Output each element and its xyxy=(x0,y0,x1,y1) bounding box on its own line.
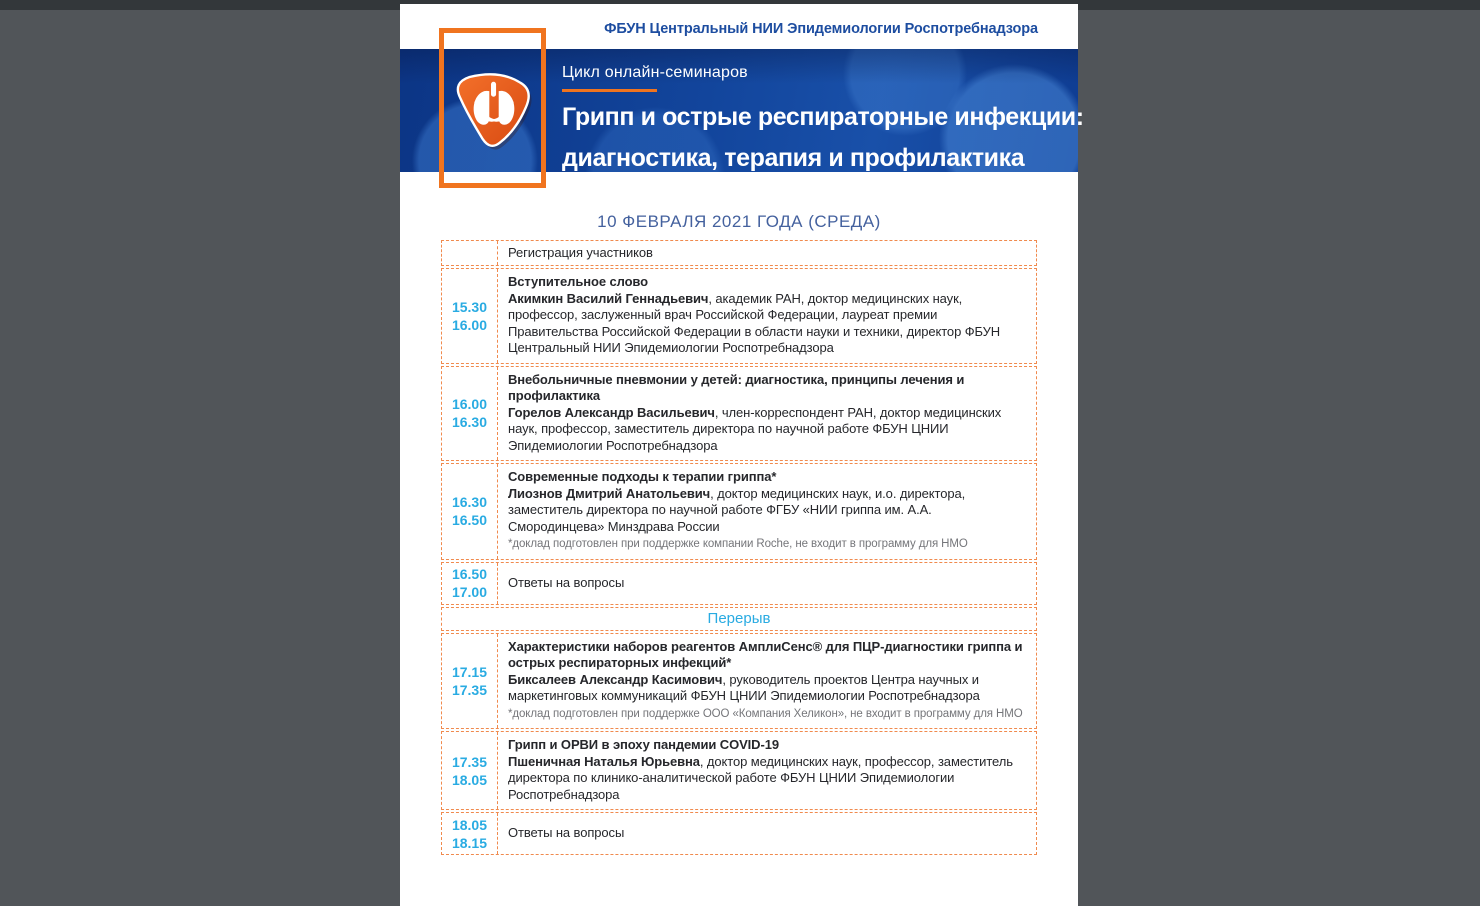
schedule-row-opening xyxy=(441,268,1037,364)
schedule-row-registration xyxy=(441,240,1037,266)
session-title: Грипп и ОРВИ в эпоху пандемии COVID-19 xyxy=(508,737,779,752)
time-cell xyxy=(442,464,498,559)
speaker-credentials: , доктор медицинских наук, профессор, заместитель директора по клинико-аналитической работе ФБУН ЦНИИ Эпидемиологии Роспотребнадзора xyxy=(508,753,1013,802)
session-content xyxy=(498,269,1036,363)
session-content xyxy=(498,732,1036,809)
session-note: *доклад подготовлен при поддержке компании Roche, не входит в программу для НМО xyxy=(508,538,968,550)
speaker-credentials: , руководитель проектов Центра научных и маркетинговых коммуникаций ФБУН ЦНИИ Эпидемиологии Роспотребнадзора xyxy=(508,671,980,703)
session-description xyxy=(508,486,1030,536)
session-text: Ответы на вопросы xyxy=(508,825,625,841)
banner-title-line2: диагностика, терапия и профилактика xyxy=(562,144,1025,172)
session-content xyxy=(498,563,1036,604)
session-content xyxy=(498,367,1036,461)
session-title: Современные подходы к терапии гриппа* xyxy=(508,469,777,484)
speaker-name: Биксалеев Александр Касимович xyxy=(508,671,723,687)
schedule-table xyxy=(441,240,1037,857)
time-cell xyxy=(442,732,498,809)
time-cell xyxy=(442,367,498,461)
session-description xyxy=(508,405,1030,455)
session-content xyxy=(498,241,1036,265)
break-row xyxy=(441,607,1037,631)
time-start: 16.30 xyxy=(451,494,488,511)
session-text: Ответы на вопросы xyxy=(508,574,625,590)
schedule-row-pcr xyxy=(441,633,1037,730)
time-end: 17.35 xyxy=(451,681,488,698)
break-label: Перерыв xyxy=(707,610,771,627)
schedule-row-questions-1 xyxy=(441,562,1037,605)
time-cell xyxy=(442,813,498,854)
schedule-row-therapy xyxy=(441,463,1037,560)
document-page xyxy=(400,4,1084,906)
date-heading: 10 ФЕВРАЛЯ 2021 ГОДА (СРЕДА) xyxy=(597,212,881,231)
series-underline xyxy=(562,89,657,92)
schedule-row-pneumonia xyxy=(441,366,1037,462)
schedule-row-questions-2 xyxy=(441,812,1037,855)
time-cell xyxy=(442,634,498,729)
speaker-credentials: , академик РАН, доктор медицинских наук, профессор, заслуженный врач Российской Федерации, лауреат премии Правительства Российской Федерации в области науки и техники, директор ФБУН Центральный НИИ Эпидемиологии Роспотребнадзора xyxy=(508,290,1001,355)
series-label: Цикл онлайн-семинаров xyxy=(562,64,748,81)
time-end: 18.15 xyxy=(451,834,488,851)
speaker-credentials: , доктор медицинских наук, и.о. директора, заместитель директора по научной работе ФГБУ «НИИ гриппа им. А.А. Смородинцева» Минздрава России xyxy=(508,485,966,534)
time-end: 16.00 xyxy=(451,316,488,333)
session-content xyxy=(498,813,1036,854)
session-content xyxy=(498,464,1036,559)
time-start: 16.50 xyxy=(451,566,488,582)
speaker-name: Пшеничная Наталья Юрьевна xyxy=(508,753,700,769)
session-text: Регистрация участников xyxy=(508,244,653,260)
lungs-icon xyxy=(447,61,541,157)
schedule-row-covid xyxy=(441,731,1037,810)
session-title: Вступительное слово xyxy=(508,274,648,289)
session-note: *доклад подготовлен при поддержке ООО «Компания Хеликон», не входит в программу для НМО xyxy=(508,707,1023,720)
time-start: 18.05 xyxy=(451,816,488,833)
time-cell xyxy=(442,241,498,265)
session-title: Внебольничные пневмонии у детей: диагностика, принципы лечения и профилактика xyxy=(508,371,965,403)
time-end: 16.50 xyxy=(451,512,488,529)
speaker-credentials: , член-корреспондент РАН, доктор медицинских наук, профессор, заместитель директора по научной работе ФБУН ЦНИИ Эпидемиологии Роспотребнадзора xyxy=(508,404,1002,453)
time-cell xyxy=(442,269,498,363)
speaker-name: Горелов Александр Васильевич xyxy=(508,404,715,420)
time-start: 16.00 xyxy=(451,396,488,413)
banner-text-block xyxy=(562,64,1084,174)
speaker-name: Акимкин Василий Геннадьевич xyxy=(508,290,709,306)
time-start: 17.35 xyxy=(451,753,488,770)
session-content xyxy=(498,634,1036,729)
time-end: 16.30 xyxy=(451,414,488,431)
time-start: 15.30 xyxy=(451,298,488,315)
speaker-name: Лиознов Дмитрий Анатольевич xyxy=(508,485,711,501)
session-description xyxy=(508,672,1030,705)
organization-name: ФБУН Центральный НИИ Эпидемиологии Роспотребнадзора xyxy=(604,21,1038,37)
session-description xyxy=(508,291,1030,357)
banner-title-line1: Грипп и острые респираторные инфекции: xyxy=(562,103,1084,131)
session-description xyxy=(508,754,1030,804)
time-end: 17.00 xyxy=(451,584,488,600)
session-title: Характеристики наборов реагентов АмплиСенс® для ПЦР-диагностики гриппа и острых респираторных инфекций* xyxy=(508,638,1023,670)
time-end: 18.05 xyxy=(451,771,488,788)
time-start: 17.15 xyxy=(451,663,488,680)
time-cell xyxy=(442,563,498,604)
